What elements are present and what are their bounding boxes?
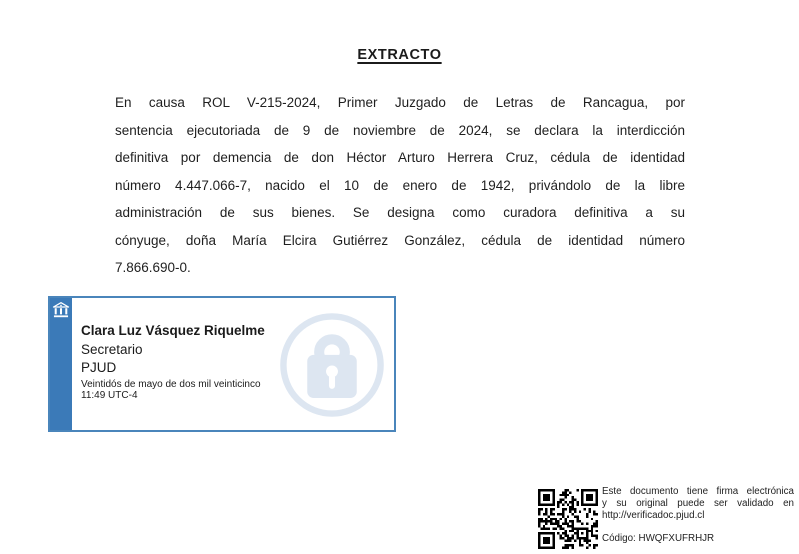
verification-text xyxy=(602,486,794,545)
paragraph-line: 7.866.690-0. xyxy=(115,260,191,275)
paragraph-line: número 4.447.066-7, nacido el 10 de enero de 1942, privándolo de la libre xyxy=(115,177,685,193)
page-title xyxy=(0,47,799,63)
signer-name: Clara Luz Vásquez Riquelme xyxy=(81,323,265,338)
paragraph-line: En causa ROL V-215-2024, Primer Juzgado de Letras de Rancagua, por xyxy=(115,95,685,110)
qr-code xyxy=(538,489,598,549)
page-title-text: EXTRACTO xyxy=(357,47,442,63)
paragraph-line: sentencia ejecutoriada de 9 de noviembre de 2024, se declara la interdicción xyxy=(115,122,685,138)
verification-line: Este documento tiene firma electrónica xyxy=(602,486,794,497)
signature-stamp xyxy=(48,296,396,432)
verification-block xyxy=(538,485,794,551)
signer-role: Secretario xyxy=(81,342,143,357)
verification-line: y su original puede ser validado en xyxy=(602,498,794,510)
verification-code: Código: HWQFXUFRHJR xyxy=(602,533,715,545)
signature-time: 11:49 UTC-4 xyxy=(81,390,138,401)
paragraph-line: cónyuge, doña María Elcira Gutiérrez González, cédula de identidad número xyxy=(115,232,685,248)
stamp-content xyxy=(72,298,394,430)
verification-line: http://verificadoc.pjud.cl xyxy=(602,510,705,522)
paragraph-line: definitiva por demencia de don Héctor Arturo Herrera Cruz, cédula de identidad xyxy=(115,150,685,165)
signer-institution: PJUD xyxy=(81,359,117,375)
paragraph-line: administración de sus bienes. Se designa como curadora definitiva a su xyxy=(115,205,685,220)
stamp-left-bar xyxy=(50,298,72,430)
extract-paragraph xyxy=(115,89,685,282)
signature-date: Veintidós de mayo de dos mil veinticinco xyxy=(81,379,261,390)
